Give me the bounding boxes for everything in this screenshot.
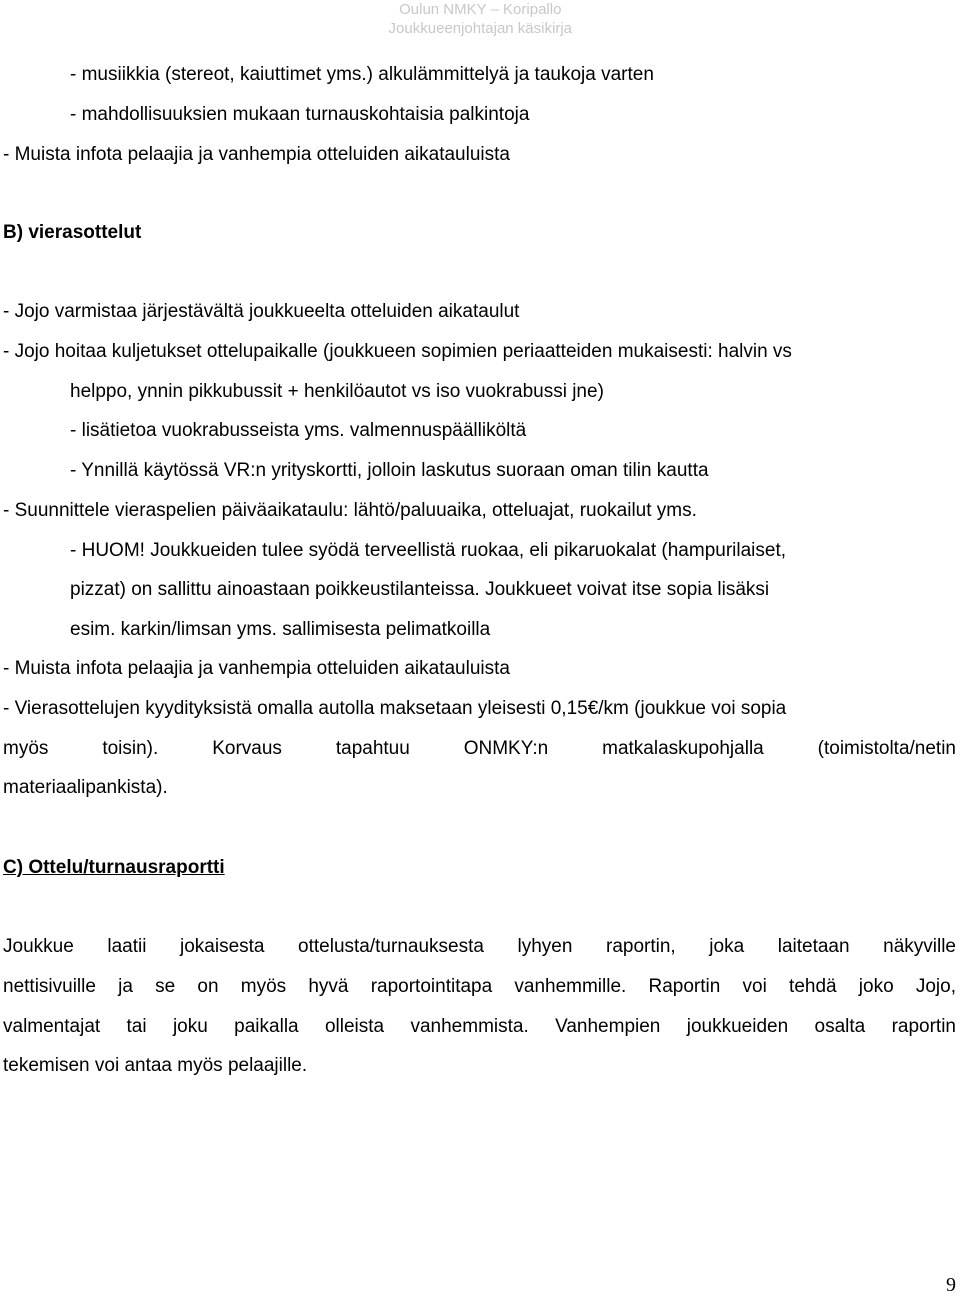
list-item-continuation: helppo, ynnin pikkubussit + henkilöautot vs iso vuokrabussi jne)	[70, 381, 604, 402]
paragraph-line: tekemisen voi antaa myös pelaajille.	[3, 1055, 308, 1076]
note-line: pizzat) on sallittu ainoastaan poikkeustilanteissa. Joukkueet voivat itse sopia lisäksi	[70, 579, 770, 600]
list-item: - lisätietoa vuokrabusseista yms. valmennuspäälliköltä	[70, 420, 527, 441]
page-header	[389, 0, 572, 38]
list-item: - Jojo varmistaa järjestävältä joukkueelta otteluiden aikataulut	[3, 301, 520, 322]
section-heading-c: C) Ottelu/turnausraportti	[3, 857, 225, 878]
note-line: esim. karkin/limsan yms. sallimisesta pelimatkoilla	[70, 619, 491, 640]
note-line: - HUOM! Joukkueiden tulee syödä terveellistä ruokaa, eli pikaruokalat (hampurilaiset,	[70, 540, 787, 561]
list-item: - Ynnillä käytössä VR:n yrityskortti, jolloin laskutus suoraan oman tilin kautta	[70, 460, 709, 481]
list-item: - Muista infota pelaajia ja vanhempia otteluiden aikatauluista	[3, 658, 510, 679]
header-organization: Oulun NMKY – Koripallo	[399, 1, 562, 18]
page-number: 9	[946, 1274, 956, 1296]
list-item: - Jojo hoitaa kuljetukset ottelupaikalle (joukkueen sopimien periaatteiden mukaisesti: halvin vs	[3, 341, 792, 362]
list-item-continuation: materiaalipankista).	[3, 777, 168, 798]
list-item: - musiikkia (stereot, kaiuttimet yms.) alkulämmittelyä ja taukoja varten	[70, 64, 654, 85]
list-item: - Suunnittele vieraspelien päiväaikataulu: lähtö/paluuaika, otteluajat, ruokailut yms.	[3, 500, 697, 521]
list-item: - Vierasottelujen kyydityksistä omalla autolla maksetaan yleisesti 0,15€/km (joukkue voi sopia	[3, 698, 787, 719]
list-item: - mahdollisuuksien mukaan turnauskohtaisia palkintoja	[70, 104, 530, 125]
paragraph-line: nettisivuille ja se on myös hyvä raportointitapa vanhemmille. Raportin voi tehdä joko Jojo,	[3, 976, 956, 997]
list-item-continuation: myös toisin). Korvaus tapahtuu ONMKY:n matkalaskupohjalla (toimistolta/netin	[3, 738, 956, 759]
section-heading-b: B) vierasottelut	[3, 222, 142, 243]
header-document-title: Joukkueenjohtajan käsikirja	[388, 20, 572, 37]
paragraph-line: valmentajat tai joku paikalla olleista vanhemmista. Vanhempien joukkueiden osalta raportin	[3, 1016, 956, 1037]
paragraph-line: Joukkue laatii jokaisesta ottelusta/turnauksesta lyhyen raportin, joka laitetaan näkyville	[3, 936, 956, 957]
list-item: - Muista infota pelaajia ja vanhempia otteluiden aikatauluista	[3, 144, 510, 165]
